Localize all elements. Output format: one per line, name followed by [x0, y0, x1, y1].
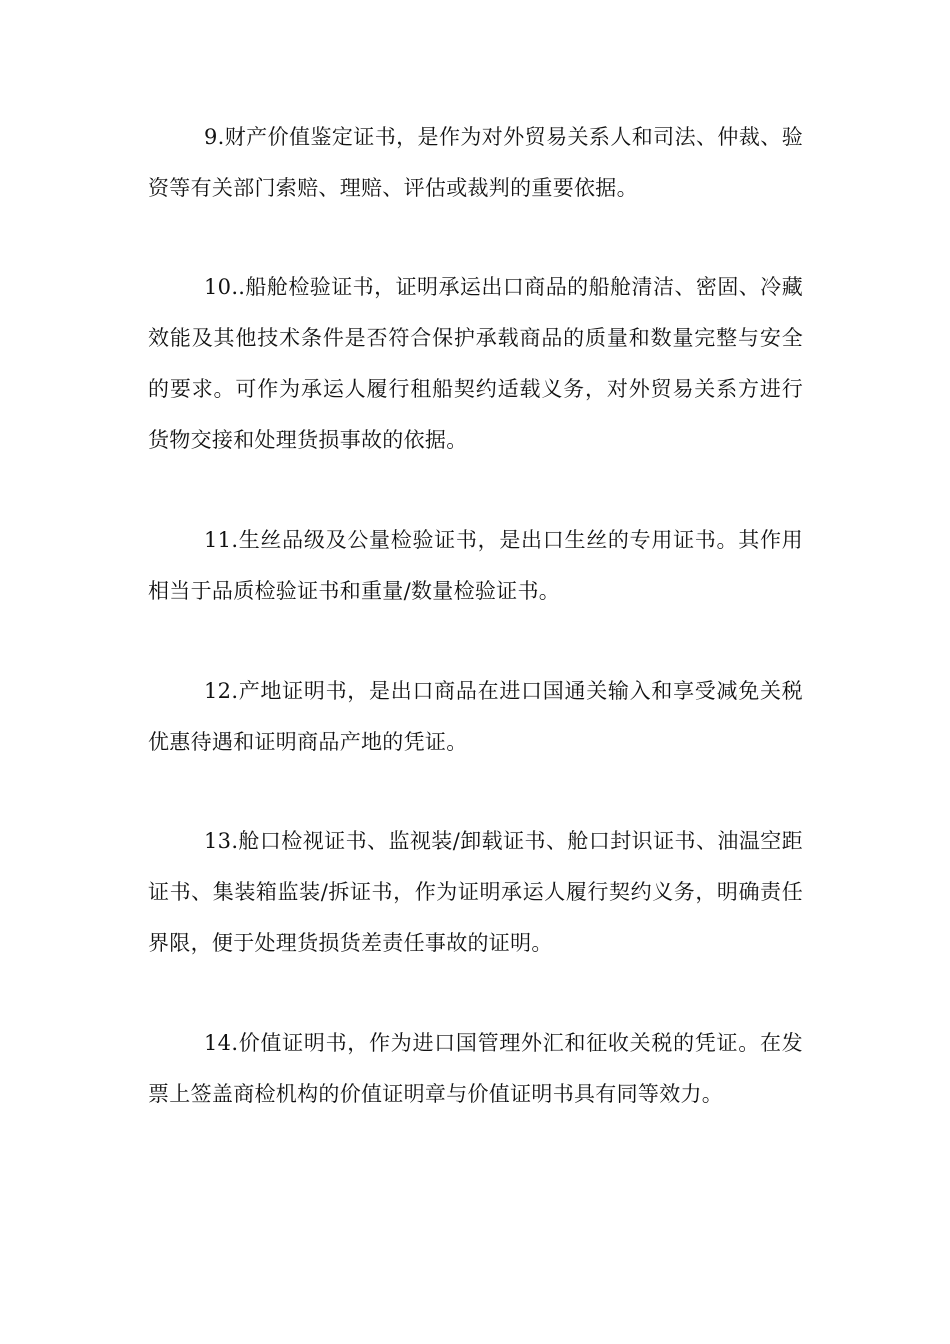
paragraph-11: 11.生丝品级及公量检验证书，是出口生丝的专用证书。其作用相当于品质检验证书和重量/数量检验证书。: [148, 528, 803, 603]
paragraph-13: 13.舱口检视证书、监视装/卸载证书、舱口封识证书、油温空距证书、集装箱监装/拆证书，作为证明承运人履行契约义务，明确责任界限，便于处理货损货差责任事故的证明。: [148, 829, 803, 955]
paragraph-14: 14.价值证明书，作为进口国管理外汇和征收关税的凭证。在发票上签盖商检机构的价值证明章与价值证明书具有同等效力。: [148, 1031, 803, 1106]
paragraph-9: 9.财产价值鉴定证书，是作为对外贸易关系人和司法、仲裁、验资等有关部门索赔、理赔、评估或裁判的重要依据。: [148, 125, 803, 200]
paragraph-10: 10..船舱检验证书，证明承运出口商品的船舱清洁、密固、冷藏效能及其他技术条件是否符合保护承载商品的质量和数量完整与安全的要求。可作为承运人履行租船契约适载义务，对外贸易关系方进行货物交接和处理货损事故的依据。: [148, 275, 803, 452]
paragraph-12: 12.产地证明书，是出口商品在进口国通关输入和享受减免关税优惠待遇和证明商品产地的凭证。: [148, 679, 803, 754]
